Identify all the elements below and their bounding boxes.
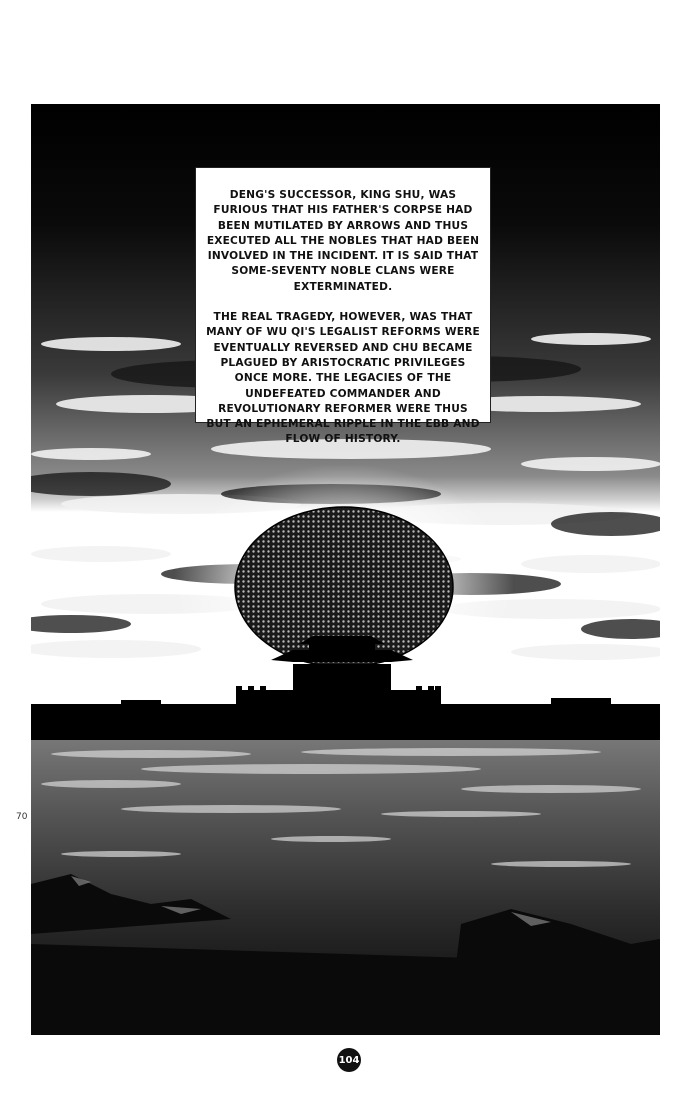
page-number: 104 bbox=[337, 1048, 361, 1072]
side-mark: 70 bbox=[16, 812, 28, 822]
narration-paragraph: DENG'S SUCCESSOR, KING SHU, WAS FURIOUS THAT HIS FATHER'S CORPSE HAD BEEN MUTILATED BY ARROWS AND THUS EXECUTED ALL THE NOBLES THAT HAD BEEN INVOLVED IN THE INCIDENT. IT IS SAID THAT SOME-SEVENTY NOBLE CLANS WERE EXTERMINATED. bbox=[206, 189, 480, 293]
narration-box bbox=[195, 167, 491, 446]
narration-paragraph: THE REAL TRAGEDY, HOWEVER, WAS THAT MANY OF WU QI'S LEGALIST REFORMS WERE EVENTUALLY REVERSED AND CHU BECAME PLAGUED BY ARISTOCRATIC PRIVILEGES ONCE MORE. THE LEGACIES OF THE UNDEFEATED COMMANDER AND REVOLUTIONARY REFORMER WERE THUS BUT AN EPHEMERAL RIPPLE IN THE EBB AND FLOW OF HISTORY. bbox=[206, 311, 480, 446]
